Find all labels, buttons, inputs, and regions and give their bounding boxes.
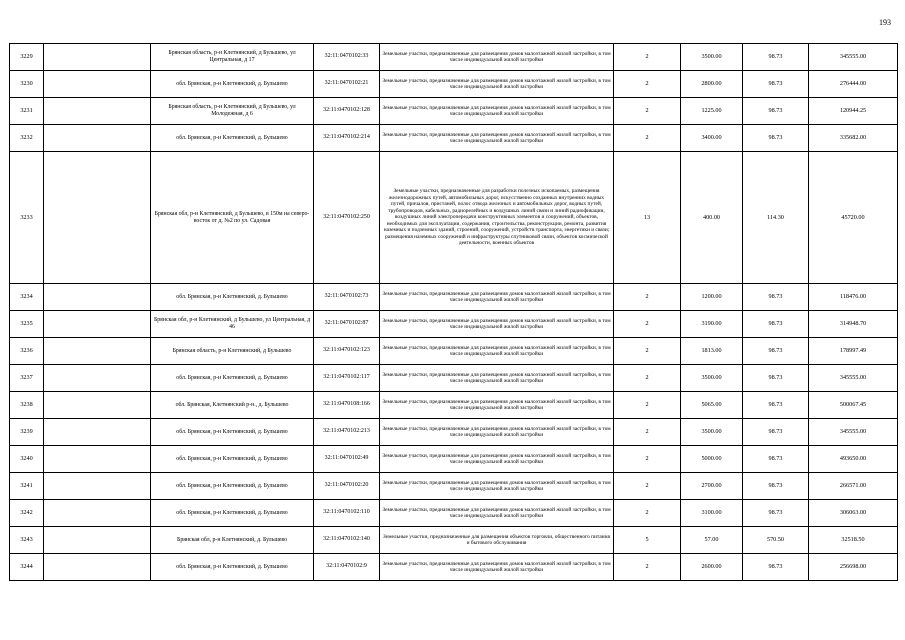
spacer-cell (44, 152, 151, 284)
area-cell: 2700.00 (681, 473, 743, 500)
table-row (10, 527, 898, 554)
land-use-cell: Земельные участки, предназначенные для размещения домов малоэтажной жилой застройки, в том числе индивидуальной жилой застройки (380, 473, 614, 500)
category-cell: 2 (614, 392, 681, 419)
land-use-cell: Земельные участки, предназначенные для размещения домов малоэтажной жилой застройки, в том числе индивидуальной жилой застройки (380, 311, 614, 338)
cadastral-number-cell: 32:11:0470102:250 (314, 152, 380, 284)
table-row (10, 446, 898, 473)
cadastral-number-cell: 32:11:0470102:117 (314, 365, 380, 392)
cadastral-number-cell: 32:11:0470102:9 (314, 554, 380, 581)
area-cell: 3500.00 (681, 419, 743, 446)
table-row (10, 71, 898, 98)
land-use-cell: Земельные участки, предназначенные для размещения домов малоэтажной жилой застройки, в том числе индивидуальной жилой застройки (380, 500, 614, 527)
row-number: 3230 (10, 71, 44, 98)
area-cell: 5065.00 (681, 392, 743, 419)
row-number: 3244 (10, 554, 44, 581)
table-row (10, 98, 898, 125)
cadastral-value-cell: 32518.50 (809, 527, 898, 554)
cadastral-number-cell: 32:11:0470102:214 (314, 125, 380, 152)
cadastral-number-cell: 32:11:0470102:20 (314, 473, 380, 500)
table-row (10, 152, 898, 284)
land-use-cell: Земельные участки, предназначенные для размещения домов малоэтажной жилой застройки, в том числе индивидуальной жилой застройки (380, 125, 614, 152)
table-row (10, 125, 898, 152)
address-cell: обл. Брянская, р-н Клетнянский, д. Бульшево (151, 419, 314, 446)
cadastral-number-cell: 32:11:0470102:73 (314, 284, 380, 311)
spacer-cell (44, 500, 151, 527)
specific-value-cell: 98.73 (743, 446, 809, 473)
specific-value-cell: 98.73 (743, 500, 809, 527)
spacer-cell (44, 44, 151, 71)
table-row (10, 365, 898, 392)
address-cell: Брянская область, р-н Клетнянский, д Бульшево (151, 338, 314, 365)
row-number: 3232 (10, 125, 44, 152)
cadastral-value-cell: 45720.00 (809, 152, 898, 284)
address-cell: Брянская обл, р-н Клетнянский, д Бульшево, в 150м на северо-восток от д. №2 по ул. Садовая (151, 152, 314, 284)
address-cell: обл. Брянская, р-н Клетнянский, д. Бульшево (151, 365, 314, 392)
cadastral-number-cell: 32:11:0470102:128 (314, 98, 380, 125)
table-row (10, 338, 898, 365)
address-cell: обл. Брянская, р-н Клетнянский, д. Бульшево (151, 125, 314, 152)
row-number: 3235 (10, 311, 44, 338)
category-cell: 2 (614, 338, 681, 365)
spacer-cell (44, 365, 151, 392)
area-cell: 3190.00 (681, 311, 743, 338)
cadastral-value-cell: 266571.00 (809, 473, 898, 500)
spacer-cell (44, 473, 151, 500)
cadastral-value-cell: 345555.00 (809, 365, 898, 392)
table-row (10, 419, 898, 446)
specific-value-cell: 98.73 (743, 473, 809, 500)
spacer-cell (44, 527, 151, 554)
area-cell: 3500.00 (681, 44, 743, 71)
cadastral-value-cell: 306063.00 (809, 500, 898, 527)
row-number: 3239 (10, 419, 44, 446)
spacer-cell (44, 98, 151, 125)
category-cell: 13 (614, 152, 681, 284)
category-cell: 2 (614, 446, 681, 473)
specific-value-cell: 98.73 (743, 554, 809, 581)
address-cell: обл. Брянская, р-н Клетнянский, д. Бульшево (151, 473, 314, 500)
cadastral-number-cell: 32:11:0470102:213 (314, 419, 380, 446)
cadastral-number-cell: 32:11:0470108:166 (314, 392, 380, 419)
row-number: 3240 (10, 446, 44, 473)
row-number: 3237 (10, 365, 44, 392)
category-cell: 2 (614, 365, 681, 392)
spacer-cell (44, 125, 151, 152)
table-row (10, 311, 898, 338)
spacer-cell (44, 284, 151, 311)
cadastral-number-cell: 32:11:0470102:140 (314, 527, 380, 554)
cadastral-number-cell: 32:11:0470102:49 (314, 446, 380, 473)
cadastral-value-cell: 493650.00 (809, 446, 898, 473)
spacer-cell (44, 446, 151, 473)
land-use-cell: Земельные участки, предназначенные для размещения домов малоэтажной жилой застройки, в том числе индивидуальной жилой застройки (380, 44, 614, 71)
cadastral-number-cell: 32:11:0470102:33 (314, 44, 380, 71)
row-number: 3242 (10, 500, 44, 527)
cadastral-value-cell: 276444.00 (809, 71, 898, 98)
category-cell: 2 (614, 419, 681, 446)
specific-value-cell: 98.73 (743, 98, 809, 125)
address-cell: Брянская обл, р-н Клетнянский, д. Бульшево (151, 527, 314, 554)
category-cell: 2 (614, 44, 681, 71)
row-number: 3233 (10, 152, 44, 284)
specific-value-cell: 98.73 (743, 419, 809, 446)
address-cell: обл. Брянская, р-н Клетнянский, д. Бульшево (151, 554, 314, 581)
address-cell: Брянская обл, р-н Клетнянский, д Бульшево, ул Центральная, д 46 (151, 311, 314, 338)
area-cell: 2600.00 (681, 554, 743, 581)
specific-value-cell: 98.73 (743, 365, 809, 392)
category-cell: 2 (614, 500, 681, 527)
table-row (10, 473, 898, 500)
row-number: 3243 (10, 527, 44, 554)
land-use-cell: Земельные участки, предназначенные для размещения домов малоэтажной жилой застройки, в том числе индивидуальной жилой застройки (380, 98, 614, 125)
area-cell: 3400.00 (681, 125, 743, 152)
spacer-cell (44, 554, 151, 581)
area-cell: 3500.00 (681, 365, 743, 392)
page-number: 193 (879, 18, 891, 27)
cadastral-value-cell: 500067.45 (809, 392, 898, 419)
specific-value-cell: 98.73 (743, 311, 809, 338)
land-use-cell: Земельные участки, предназначенные для разработки полезных ископаемых, размещения железнодорожных путей, автомобильных дорог, искусственно созданных внутренних водных путей, причалов, пристаней, полос отвода железных и автомобильных дорог, водных путей, трубопроводов, кабельных, радиорелейных и воздушных линий связи и линий радиофикации, воздушных линий электропередачи конструктивных элементов и сооружений, объектов, необходимых для эксплуатации, содержания, строительства, реконструкции, ремонта, развития наземных и подземных зданий, строений, сооружений, устройств транспорта, энергетики и связи; размещения наземных сооружений и инфраструктуры спутниковой связи, объектов космической деятельности, военных объектов (380, 152, 614, 284)
cadastral-number-cell: 32:11:0470102:110 (314, 500, 380, 527)
address-cell: обл. Брянская, р-н Клетнянский, д. Бульшево (151, 500, 314, 527)
area-cell: 1813.00 (681, 338, 743, 365)
cadastral-value-cell: 335682.00 (809, 125, 898, 152)
row-number: 3241 (10, 473, 44, 500)
category-cell: 2 (614, 554, 681, 581)
specific-value-cell: 98.73 (743, 392, 809, 419)
cadastral-value-cell: 314948.70 (809, 311, 898, 338)
land-use-cell: Земельные участки, предназначенные для размещения домов малоэтажной жилой застройки, в том числе индивидуальной жилой застройки (380, 365, 614, 392)
table-row (10, 392, 898, 419)
land-use-cell: Земельные участки, предназначенные для размещения домов малоэтажной жилой застройки, в том числе индивидуальной жилой застройки (380, 284, 614, 311)
land-use-cell: Земельные участки, предназначенные для размещения домов малоэтажной жилой застройки, в том числе индивидуальной жилой застройки (380, 392, 614, 419)
specific-value-cell: 98.73 (743, 284, 809, 311)
cadastral-value-cell: 345555.00 (809, 44, 898, 71)
area-cell: 400.00 (681, 152, 743, 284)
land-use-cell: Земельные участки, предназначенные для размещения объектов торговли, общественного питания и бытового обслуживания (380, 527, 614, 554)
category-cell: 2 (614, 473, 681, 500)
table-row (10, 500, 898, 527)
specific-value-cell: 98.73 (743, 125, 809, 152)
spacer-cell (44, 419, 151, 446)
specific-value-cell: 114.30 (743, 152, 809, 284)
cadastral-value-cell: 118476.00 (809, 284, 898, 311)
land-use-cell: Земельные участки, предназначенные для размещения домов малоэтажной жилой застройки, в том числе индивидуальной жилой застройки (380, 554, 614, 581)
specific-value-cell: 98.73 (743, 71, 809, 98)
area-cell: 1225.00 (681, 98, 743, 125)
table-row (10, 554, 898, 581)
address-cell: обл. Брянская, р-н Клетнянский, д. Бульшево (151, 284, 314, 311)
address-cell: Брянская область, р-н Клетнянский, д Бульшево, ул Центральная, д 17 (151, 44, 314, 71)
row-number: 3229 (10, 44, 44, 71)
spacer-cell (44, 71, 151, 98)
cadastral-value-cell: 256698.00 (809, 554, 898, 581)
specific-value-cell: 98.73 (743, 44, 809, 71)
category-cell: 2 (614, 284, 681, 311)
land-use-cell: Земельные участки, предназначенные для размещения домов малоэтажной жилой застройки, в том числе индивидуальной жилой застройки (380, 419, 614, 446)
area-cell: 2800.00 (681, 71, 743, 98)
cadastral-value-cell: 120944.25 (809, 98, 898, 125)
table-body (10, 44, 898, 581)
cadastral-value-cell: 178997.49 (809, 338, 898, 365)
category-cell: 2 (614, 98, 681, 125)
cadastral-number-cell: 32:11:0470102:87 (314, 311, 380, 338)
land-use-cell: Земельные участки, предназначенные для размещения домов малоэтажной жилой застройки, в том числе индивидуальной жилой застройки (380, 71, 614, 98)
row-number: 3236 (10, 338, 44, 365)
land-use-cell: Земельные участки, предназначенные для размещения домов малоэтажной жилой застройки, в том числе индивидуальной жилой застройки (380, 446, 614, 473)
spacer-cell (44, 338, 151, 365)
area-cell: 5000.00 (681, 446, 743, 473)
address-cell: Брянская область, р-н Клетнянский, д Бульшево, ул Молодежная, д 6 (151, 98, 314, 125)
spacer-cell (44, 392, 151, 419)
category-cell: 5 (614, 527, 681, 554)
address-cell: обл. Брянская, р-н Клетнянский, д. Бульшево (151, 71, 314, 98)
category-cell: 2 (614, 125, 681, 152)
address-cell: обл. Брянская, р-н Клетнянский, д. Бульшево (151, 446, 314, 473)
specific-value-cell: 98.73 (743, 338, 809, 365)
cadastral-number-cell: 32:11:0470102:21 (314, 71, 380, 98)
area-cell: 3100.00 (681, 500, 743, 527)
cadastral-value-table (9, 43, 898, 581)
specific-value-cell: 570.50 (743, 527, 809, 554)
table-row (10, 284, 898, 311)
row-number: 3234 (10, 284, 44, 311)
table-row (10, 44, 898, 71)
spacer-cell (44, 311, 151, 338)
category-cell: 2 (614, 71, 681, 98)
category-cell: 2 (614, 311, 681, 338)
cadastral-number-cell: 32:11:0470102:123 (314, 338, 380, 365)
cadastral-value-cell: 345555.00 (809, 419, 898, 446)
area-cell: 57.00 (681, 527, 743, 554)
row-number: 3231 (10, 98, 44, 125)
row-number: 3238 (10, 392, 44, 419)
area-cell: 1200.00 (681, 284, 743, 311)
land-use-cell: Земельные участки, предназначенные для размещения домов малоэтажной жилой застройки, в том числе индивидуальной жилой застройки (380, 338, 614, 365)
address-cell: обл. Брянская, Клетнянский р-н., д. Бульшево (151, 392, 314, 419)
